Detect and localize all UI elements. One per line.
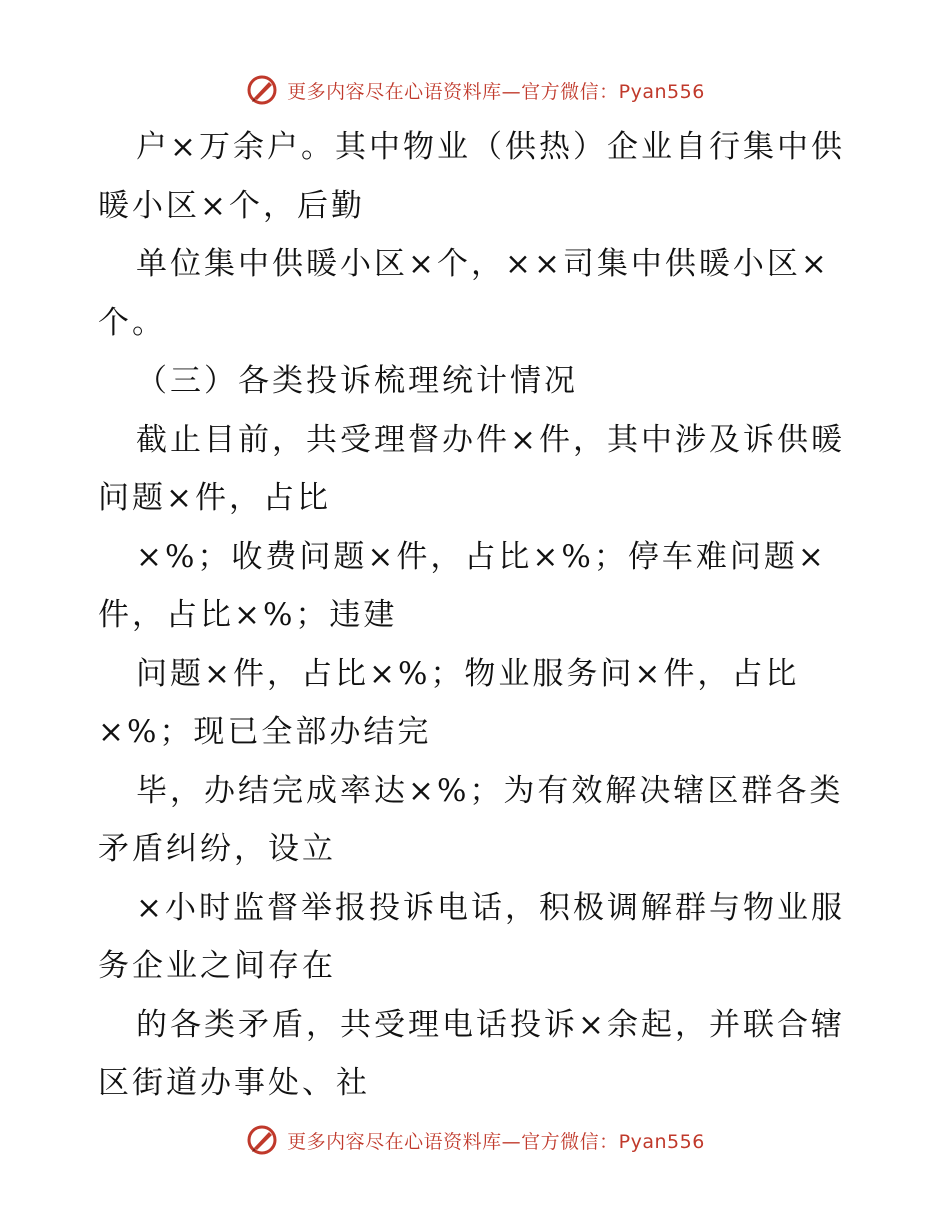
section-heading: （三）各类投诉梳理统计情况	[136, 363, 578, 399]
pen-logo-icon	[245, 1123, 279, 1157]
text-line: 件，占比×%；违建	[98, 597, 398, 633]
text-line: 的各类矛盾，共受理电话投诉×余起，并联合辖	[136, 1006, 845, 1043]
header-banner	[0, 70, 950, 110]
text-line: 暖小区×个，后勤	[98, 187, 365, 224]
pen-logo-icon	[245, 73, 279, 107]
banner-text: 更多内容尽在心语资料库—官方微信：Pyan556	[287, 80, 705, 103]
text-line: 区街道办事处、社	[98, 1065, 370, 1101]
text-line: 截止目前，共受理督办件×件，其中涉及诉供暖	[136, 421, 845, 458]
footer-banner	[0, 1120, 950, 1160]
text-line: 问题×件，占比×%；物业服务问×件，占比	[136, 655, 800, 692]
text-line: 户×万余户。其中物业（供热）企业自行集中供	[136, 129, 845, 165]
text-line: ×小时监督举报投诉电话，积极调解群与物业服	[136, 889, 845, 926]
document-body	[98, 118, 858, 1113]
text-line: ×%；收费问题×件，占比×%；停车难问题×	[136, 538, 827, 575]
text-line: 务企业之间存在	[98, 948, 336, 984]
text-line: 矛盾纠纷，设立	[98, 831, 336, 867]
text-line: 毕，办结完成率达×%；为有效解决辖区群各类	[136, 772, 844, 809]
banner-text: 更多内容尽在心语资料库—官方微信：Pyan556	[287, 1130, 705, 1153]
text-line: 个。	[98, 304, 166, 341]
text-line: 单位集中供暖小区×个，××司集中供暖小区×	[136, 246, 830, 282]
text-line: 问题×件，占比	[98, 480, 331, 516]
text-line: ×%；现已全部办结完	[98, 714, 432, 750]
